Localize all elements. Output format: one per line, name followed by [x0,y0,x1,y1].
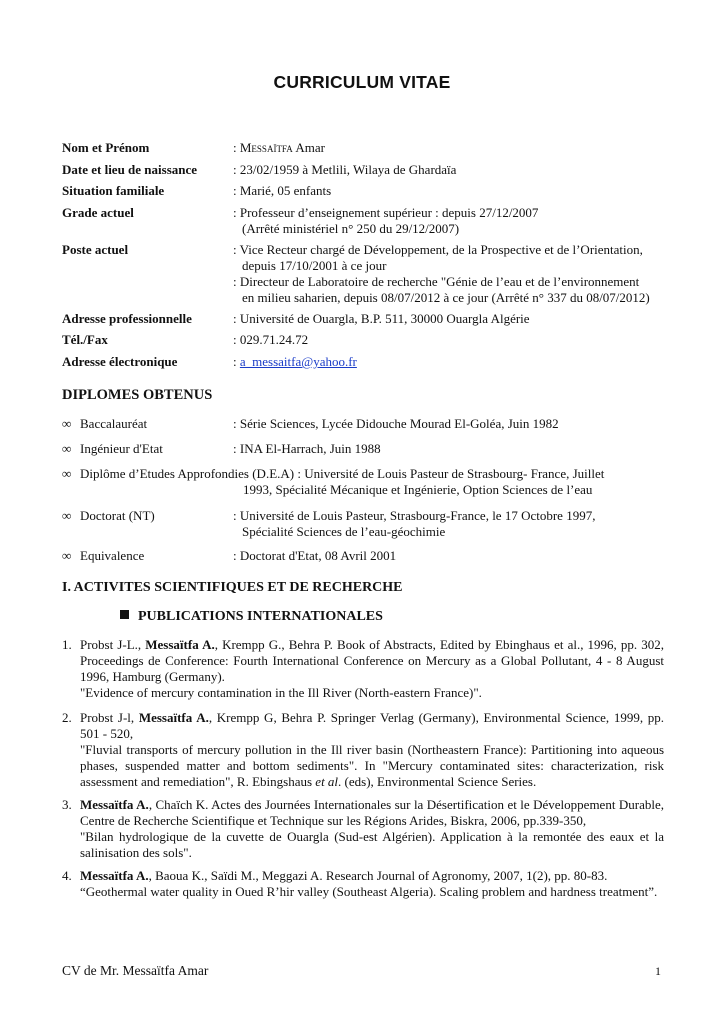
diploma-value: : INA El-Harrach, Juin 1988 [233,441,381,456]
diploma-value: : Université de Louis Pasteur, Strasbourg-France, le 17 Octobre 1997, Spécialité Sciences de l’eau-géochimie [233,508,596,539]
page-number: 1 [655,964,661,978]
poste-label: Poste actuel [62,242,129,257]
diplomes-heading: DIPLOMES OBTENUS [62,387,213,403]
publication-item: 1. Probst J-L., Messaïtfa A., Krempp G., Behra P. Book of Abstracts, Edited by Ebinghaus et al., 1996, pp. 302, Proceedings de Conference: Fourth International Conference on Mercury as a Global Pollutant, 4 - 8 August 1996, Hamburg (Germany). "Evidence of mercury contamination in the Ill River (North-eastern France)". [62,637,664,700]
email-value: : a_messaitfa@yahoo.fr [233,354,357,369]
diploma-item: ∞ Baccalauréat [62,416,148,431]
address-value: : Université de Ouargla, B.P. 511, 30000 Ouargla Algérie [233,311,530,326]
infinity-bullet-icon: ∞ [62,441,72,456]
email-label: Adresse électronique [62,354,178,369]
diploma-item: ∞ Equivalence [62,548,145,563]
square-bullet-icon [120,610,129,619]
infinity-bullet-icon: ∞ [62,548,72,563]
diploma-value: : Doctorat d'Etat, 08 Avril 2001 [233,548,397,563]
grade-label: Grade actuel [62,205,134,220]
section-heading: I. ACTIVITES SCIENTIFIQUES ET DE RECHERCHE [62,580,403,595]
diploma-item: ∞ Doctorat (NT) [62,508,155,523]
address-label: Adresse professionnelle [62,311,192,326]
birth-value: : 23/02/1959 à Metlili, Wilaya de Ghardaïa [233,162,457,177]
family-value: : Marié, 05 enfants [233,183,332,198]
publication-item: 4. Messaïtfa A., Baoua K., Saïdi M., Meggazi A. Research Journal of Agronomy, 2007, 1(2), pp. 80-83. “Geothermal water quality in Oued R’hir valley (Southeast Algeria). Scaling problem and hardness treatment”. [62,868,658,899]
infinity-bullet-icon: ∞ [62,466,72,481]
family-label: Situation familiale [62,183,165,198]
diploma-value-cont: 1993, Spécialité Mécanique et Ingénierie, Option Sciences de l’eau [243,482,593,497]
diploma-item: ∞ Diplôme d’Etudes Approfondies (D.E.A) : Université de Louis Pasteur de Strasbourg- France, Juillet [62,466,605,481]
tel-value: : 029.71.24.72 [233,332,309,347]
infinity-bullet-icon: ∞ [62,508,72,523]
page-title: CURRICULUM VITAE [273,72,451,92]
grade-value: : Professeur d’enseignement supérieur : depuis 27/12/2007 (Arrêté ministériel n° 250 du 29/12/2007) [233,205,539,236]
birth-label: Date et lieu de naissance [62,162,198,177]
footer-text: CV de Mr. Messaïtfa Amar [62,963,209,978]
infinity-bullet-icon: ∞ [62,416,72,431]
publication-item: 2. Probst J-l, Messaïtfa A., Krempp G, Behra P. Springer Verlag (Germany), Environmental Science, 1999, pp. 501 - 520, "Fluvial transports of mercury pollution in the Ill river basin (Northeastern France): Partitioning into aqueous phases, suspended matter and bottom sediments". In "Mercury contaminated sites: characterization, risk assessment and remediation", R. Ebingshaus et al. (eds), Environmental Science Series. [62,710,664,789]
tel-label: Tél./Fax [62,332,108,347]
diploma-value: : Série Sciences, Lycée Didouche Mourad El-Goléa, Juin 1982 [233,416,559,431]
name-label: Nom et Prénom [62,140,150,155]
poste-value: : Vice Recteur chargé de Développement, de la Prospective et de l’Orientation, depuis 17/10/2001 à ce jour : Directeur de Laboratoire de recherche "Génie de l’eau et de l’environnement en milieu saharien, depuis 08/07/2012 à ce jour (Arrêté n° 337 du 08/07/2012) [233,242,650,305]
diploma-item: ∞ Ingénieur d'Etat [62,441,163,456]
publication-item: 3. Messaïtfa A., Chaïch K. Actes des Journées Internationales sur la Désertification et le Développement Durable, Centre de Recherche Scientifique et Technique sur les Régions Arides, Biskra, 2006, pp.339-350, "Bilan hydrologique de la cuvette de Ouargla (Sud-est Algérien). Application à la remontée des eaux et la salinisation des sols". [62,797,665,860]
email-link[interactable]: a_messaitfa@yahoo.fr [239,354,357,369]
subsection-heading: PUBLICATIONS INTERNATIONALES [120,609,383,625]
name-value: : Messaïtfa Amar [233,140,325,155]
